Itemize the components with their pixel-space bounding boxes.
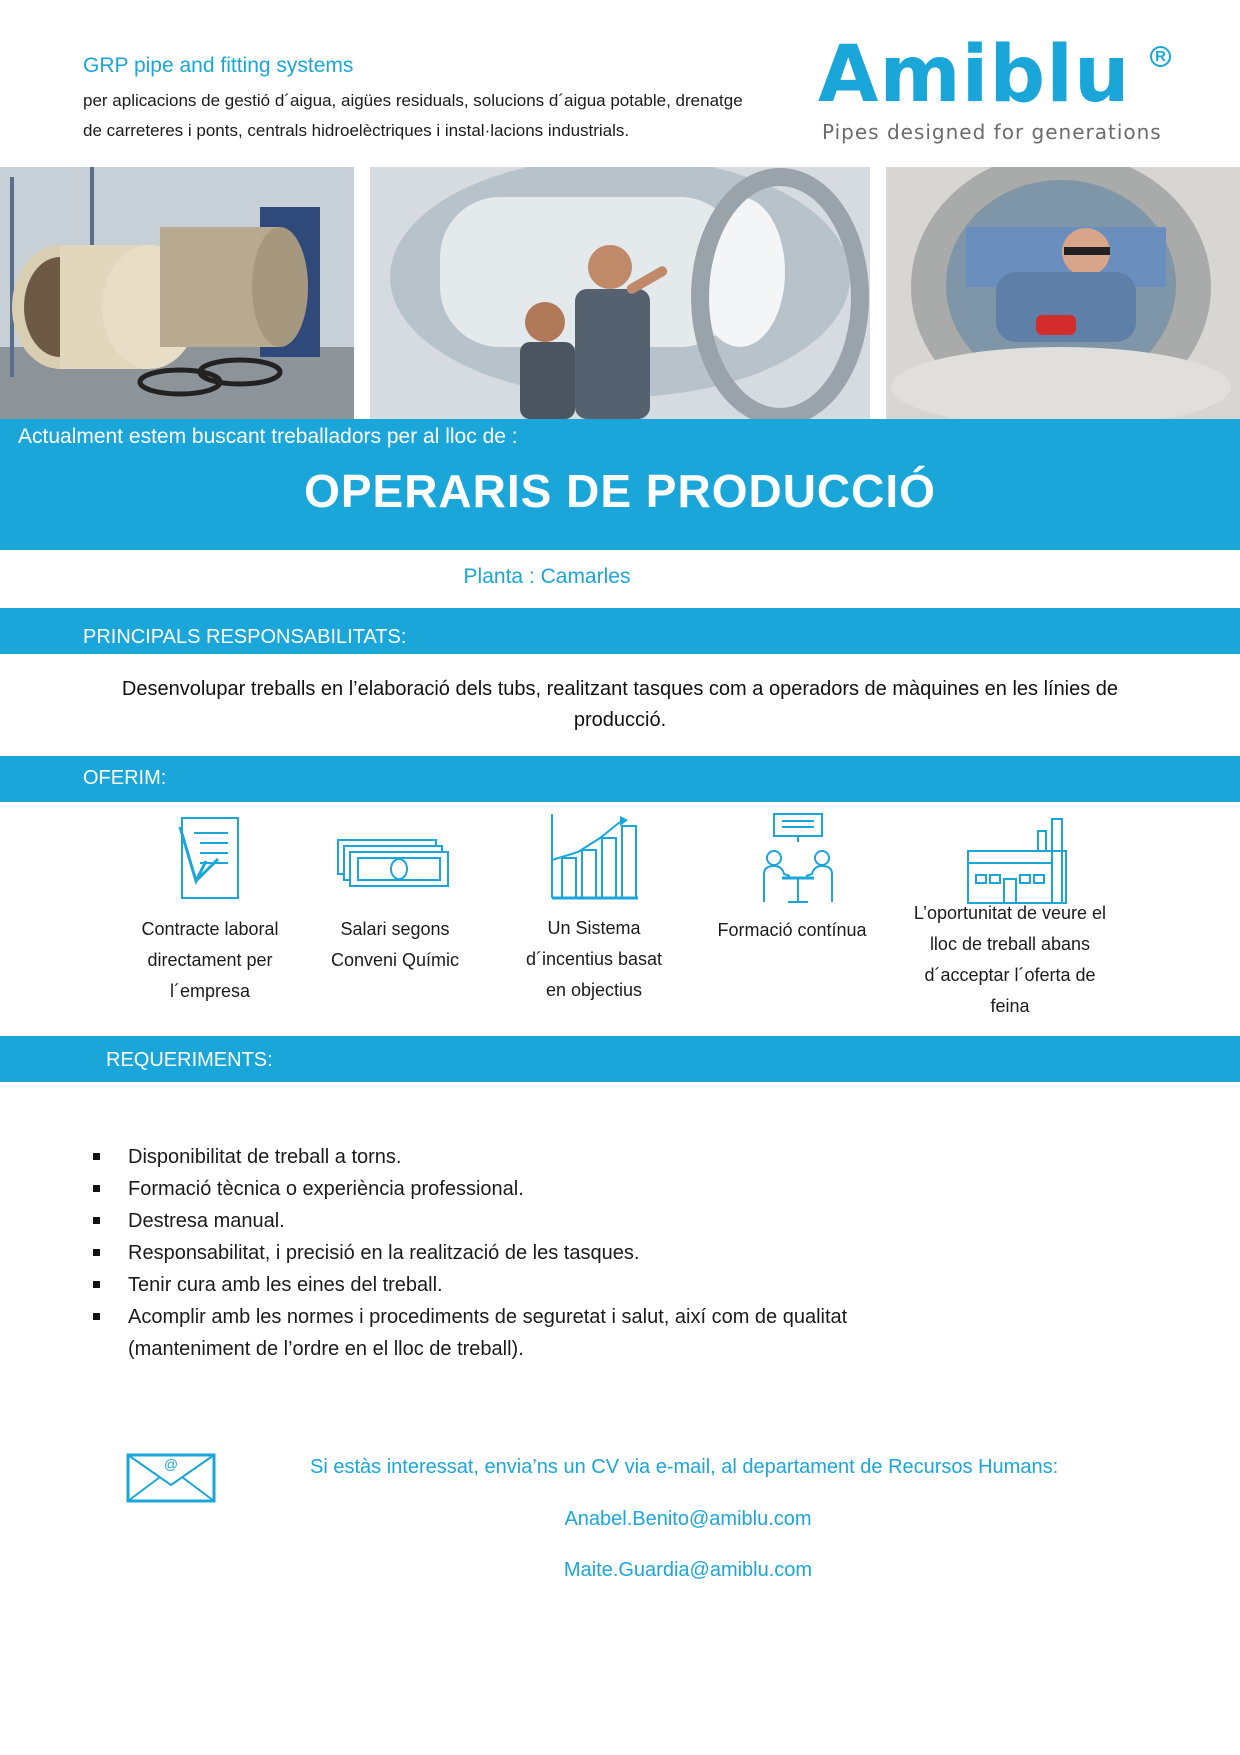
amiblu-logo: Amiblu (818, 30, 1131, 120)
logo-tagline: Pipes designed for generations (822, 120, 1162, 144)
offer-band (0, 756, 1240, 802)
offer-item-incentives (494, 913, 694, 1006)
pipes-warehouse-illustration (0, 167, 354, 419)
list-item-continuation: (manteniment de l’ordre en el lloc de treball). (128, 1338, 524, 1360)
offer-item-workplace-visit (890, 898, 1130, 1022)
list-item: Disponibilitat de treball a torns. (90, 1141, 847, 1173)
offer-incentives-line-2: d´incentius basat (525, 949, 663, 969)
responsibilities-text (90, 674, 1150, 736)
registered-mark: R (1150, 46, 1171, 67)
worker-inspecting-illustration (886, 167, 1240, 419)
svg-text:@: @ (163, 1456, 179, 1472)
contract-icon (178, 815, 244, 901)
requirements-list (90, 1141, 847, 1365)
offer-training-line-1: Formació contínua (717, 920, 867, 940)
offer-visit-line-4: feina (990, 996, 1030, 1016)
mail-icon (126, 1453, 216, 1503)
offer-salary-line-2: Conveni Químic (330, 950, 460, 970)
offer-incentives-line-3: en objectius (545, 980, 643, 1000)
list-item: Responsabilitat, i precisió en la realització de les tasques. (90, 1237, 847, 1269)
offer-item-contract (110, 914, 310, 1007)
banknotes-icon (336, 838, 450, 890)
responsibilities-line-1: Desenvolupar treballs en l’elaboració dels tubs, realitzant tasques com a operadors de màquines en les línies de (121, 678, 1119, 700)
list-item: Destresa manual. (90, 1205, 847, 1237)
hero-subtitle: Actualment estem buscant treballadors per al lloc de : (18, 425, 518, 448)
training-icon (760, 812, 836, 904)
factory-icon (966, 817, 1068, 905)
header-title: GRP pipe and fitting systems (83, 54, 354, 77)
responsibilities-line-2: producció. (573, 709, 667, 731)
offer-heading: OFERIM: (83, 767, 167, 789)
growth-chart-icon (548, 814, 640, 900)
offer-contract-line-3: l´empresa (169, 981, 251, 1001)
offer-salary-line-1: Salari segons (340, 919, 450, 939)
workers-pipe-illustration (370, 167, 870, 419)
header-description-line-2: de carreteres i ponts, centrals hidroelèctriques i instal·lacions industrials. (83, 121, 630, 140)
photo-workers-pipe (370, 167, 870, 419)
responsibilities-heading: PRINCIPALS RESPONSABILITATS: (83, 626, 407, 648)
offer-item-salary (295, 914, 495, 976)
offer-contract-line-2: directament per (147, 950, 273, 970)
contact-instruction: Si estàs interessat, envia’ns un CV via e-mail, al departament de Recursos Humans: (310, 1456, 1059, 1478)
list-item: Tenir cura amb les eines del treball. (90, 1269, 847, 1301)
offer-visit-line-2: lloc de treball abans (929, 934, 1091, 954)
offer-visit-line-1: L’oportunitat de veure el (913, 903, 1107, 923)
offer-item-training (692, 915, 892, 946)
photo-pipes-warehouse (0, 167, 354, 419)
list-item: Formació tècnica o experiència professional. (90, 1173, 847, 1205)
header-description-line-1: per aplicacions de gestió d´aigua, aigües residuals, solucions d´aigua potable, drenatge (83, 91, 743, 110)
offer-visit-line-3: d´acceptar l´oferta de (924, 965, 1096, 985)
email-link-2[interactable]: Maite.Guardia@amiblu.com (563, 1559, 813, 1581)
email-link-1[interactable]: Anabel.Benito@amiblu.com (564, 1508, 812, 1530)
job-title: OPERARIS DE PRODUCCIÓ (304, 465, 936, 517)
requirements-heading: REQUERIMENTS: (106, 1049, 273, 1071)
offer-incentives-line-1: Un Sistema (547, 918, 641, 938)
plant-location: Planta : Camarles (463, 565, 631, 588)
offer-contract-line-1: Contracte laboral (141, 919, 279, 939)
photo-worker-inspecting (886, 167, 1240, 419)
list-item: Acomplir amb les normes i procediments de seguretat i salut, així com de qualitat (90, 1301, 847, 1333)
